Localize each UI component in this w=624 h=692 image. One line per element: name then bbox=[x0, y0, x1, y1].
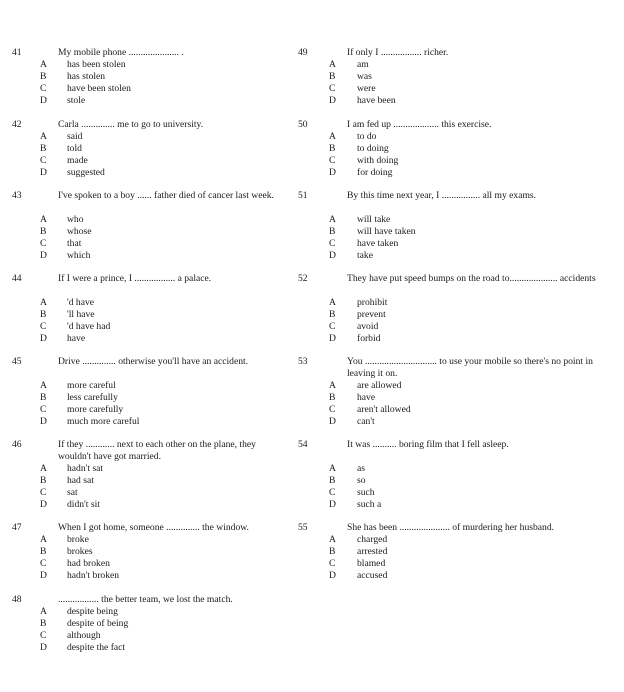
option-letter: D bbox=[329, 499, 336, 510]
option-text: had sat bbox=[67, 475, 94, 486]
option-letter: C bbox=[329, 238, 336, 249]
option-text: that bbox=[67, 238, 82, 249]
option-text: will take bbox=[357, 214, 391, 225]
option-text: despite being bbox=[67, 606, 118, 617]
option-text: has been stolen bbox=[67, 59, 126, 70]
option-text: such a bbox=[357, 499, 382, 510]
question-stem: You .............................. to use your mobile so there's no point in leaving it on. bbox=[347, 356, 593, 379]
option-letter: D bbox=[329, 333, 336, 344]
option-text: more carefully bbox=[67, 404, 124, 415]
option-letter: C bbox=[40, 487, 47, 498]
option-text: as bbox=[357, 463, 365, 474]
option-letter: D bbox=[329, 95, 336, 106]
option-letter: D bbox=[329, 416, 336, 427]
question-number: 41 bbox=[12, 47, 22, 58]
option-letter: D bbox=[40, 250, 47, 261]
option-text: told bbox=[67, 143, 82, 154]
question-number: 51 bbox=[298, 190, 308, 201]
option-text: stole bbox=[67, 95, 86, 106]
option-text: said bbox=[67, 131, 83, 142]
option-text: will have taken bbox=[357, 226, 416, 237]
option-letter: C bbox=[329, 83, 336, 94]
option-text: forbid bbox=[357, 333, 381, 344]
option-text: for doing bbox=[357, 167, 393, 178]
option-text: were bbox=[357, 83, 376, 94]
option-letter: A bbox=[329, 131, 336, 142]
option-text: with doing bbox=[357, 155, 399, 166]
option-text: had broken bbox=[67, 558, 110, 569]
option-letter: B bbox=[329, 71, 336, 82]
option-letter: C bbox=[329, 155, 336, 166]
option-letter: A bbox=[40, 463, 47, 474]
option-text: arrested bbox=[357, 546, 388, 557]
question-stem: They have put speed bumps on the road to.................... accidents bbox=[347, 273, 596, 284]
option-text: charged bbox=[357, 534, 388, 545]
option-text: prevent bbox=[357, 309, 386, 320]
option-letter: A bbox=[40, 131, 47, 142]
option-text: blamed bbox=[357, 558, 386, 569]
option-text: are allowed bbox=[357, 380, 402, 391]
option-letter: C bbox=[40, 558, 47, 569]
question-stem: If they ............ next to each other on the plane, they wouldn't have got married. bbox=[58, 439, 256, 462]
question-stem: My mobile phone ..................... . bbox=[58, 47, 184, 58]
question-stem: ................. the better team, we lost the match. bbox=[58, 594, 233, 605]
option-letter: C bbox=[40, 83, 47, 94]
question-stem: Drive .............. otherwise you'll have an accident. bbox=[58, 356, 249, 367]
option-letter: A bbox=[40, 380, 47, 391]
question-number: 44 bbox=[12, 273, 22, 284]
option-text: much more careful bbox=[67, 416, 140, 427]
option-letter: B bbox=[40, 546, 47, 557]
option-letter: A bbox=[40, 297, 47, 308]
option-letter: B bbox=[40, 143, 47, 154]
question-stem: Carla .............. me to go to university. bbox=[58, 119, 204, 130]
option-letter: D bbox=[40, 333, 47, 344]
option-text: which bbox=[67, 250, 91, 261]
option-letter: B bbox=[329, 309, 336, 320]
option-letter: A bbox=[40, 214, 47, 225]
question-number: 46 bbox=[12, 439, 22, 450]
option-letter: A bbox=[329, 59, 336, 70]
option-letter: D bbox=[40, 167, 47, 178]
option-text: has stolen bbox=[67, 71, 106, 82]
option-text: less carefully bbox=[67, 392, 118, 403]
question-number: 49 bbox=[298, 47, 308, 58]
option-letter: A bbox=[329, 534, 336, 545]
option-text: am bbox=[357, 59, 369, 70]
option-letter: A bbox=[40, 534, 47, 545]
option-letter: B bbox=[40, 475, 47, 486]
option-text: despite the fact bbox=[67, 642, 126, 653]
option-letter: D bbox=[40, 416, 47, 427]
question-number: 43 bbox=[12, 190, 22, 201]
question-stem: When I got home, someone .............. the window. bbox=[58, 522, 249, 533]
option-text: so bbox=[357, 475, 366, 486]
question-number: 48 bbox=[12, 594, 22, 605]
option-text: more careful bbox=[67, 380, 116, 391]
option-letter: D bbox=[40, 642, 47, 653]
option-letter: C bbox=[329, 487, 336, 498]
option-text: can't bbox=[357, 416, 375, 427]
option-text: have bbox=[357, 392, 376, 403]
question-stem: By this time next year, I ................ all my exams. bbox=[347, 190, 537, 201]
option-text: whose bbox=[67, 226, 92, 237]
option-letter: A bbox=[40, 59, 47, 70]
option-text: to do bbox=[357, 131, 377, 142]
option-text: aren't allowed bbox=[357, 404, 411, 415]
question-stem: I've spoken to a boy ...... father died of cancer last week. bbox=[58, 190, 274, 201]
option-letter: B bbox=[40, 618, 47, 629]
question-stem: If I were a prince, I ................. a palace. bbox=[58, 273, 212, 284]
option-letter: B bbox=[329, 475, 336, 486]
option-letter: C bbox=[40, 630, 47, 641]
option-letter: B bbox=[40, 71, 47, 82]
option-letter: A bbox=[329, 214, 336, 225]
option-text: prohibit bbox=[357, 297, 388, 308]
option-letter: D bbox=[329, 167, 336, 178]
option-letter: C bbox=[40, 238, 47, 249]
option-letter: B bbox=[329, 546, 336, 557]
option-text: 'd have bbox=[67, 297, 95, 308]
option-text: avoid bbox=[357, 321, 379, 332]
option-text: have been bbox=[357, 95, 396, 106]
option-text: such bbox=[357, 487, 375, 498]
question-stem: She has been ..................... of murdering her husband. bbox=[347, 522, 555, 533]
option-text: was bbox=[357, 71, 372, 82]
option-text: although bbox=[67, 630, 101, 641]
question-number: 50 bbox=[298, 119, 308, 130]
option-text: despite of being bbox=[67, 618, 129, 629]
question-stem: If only I ................. richer. bbox=[347, 47, 449, 58]
question-number: 54 bbox=[298, 439, 308, 450]
option-text: accused bbox=[357, 570, 388, 581]
question-number: 53 bbox=[298, 356, 308, 367]
option-letter: A bbox=[40, 606, 47, 617]
option-text: sat bbox=[67, 487, 78, 498]
option-text: take bbox=[357, 250, 373, 261]
option-letter: B bbox=[40, 309, 47, 320]
option-text: suggested bbox=[67, 167, 105, 178]
option-letter: B bbox=[329, 226, 336, 237]
option-text: made bbox=[67, 155, 88, 166]
option-text: hadn't sat bbox=[67, 463, 104, 474]
option-letter: B bbox=[40, 392, 47, 403]
option-letter: D bbox=[329, 570, 336, 581]
option-text: to doing bbox=[357, 143, 389, 154]
option-text: hadn't broken bbox=[67, 570, 120, 581]
option-text: broke bbox=[67, 534, 89, 545]
question-stem: It was .......... boring film that I fell asleep. bbox=[347, 439, 509, 450]
option-text: have taken bbox=[357, 238, 399, 249]
question-number: 55 bbox=[298, 522, 308, 533]
question-number: 45 bbox=[12, 356, 22, 367]
option-letter: D bbox=[40, 499, 47, 510]
option-letter: C bbox=[329, 321, 336, 332]
option-text: 'd have had bbox=[67, 321, 111, 332]
option-letter: D bbox=[329, 250, 336, 261]
option-letter: B bbox=[40, 226, 47, 237]
option-text: 'll have bbox=[67, 309, 95, 320]
option-letter: A bbox=[329, 463, 336, 474]
option-letter: C bbox=[329, 404, 336, 415]
option-letter: B bbox=[329, 143, 336, 154]
option-letter: C bbox=[40, 155, 47, 166]
option-letter: C bbox=[329, 558, 336, 569]
option-letter: D bbox=[40, 570, 47, 581]
option-letter: C bbox=[40, 321, 47, 332]
question-number: 47 bbox=[12, 522, 22, 533]
question-number: 52 bbox=[298, 273, 308, 284]
option-letter: C bbox=[40, 404, 47, 415]
option-text: have bbox=[67, 333, 86, 344]
option-letter: A bbox=[329, 380, 336, 391]
question-stem: I am fed up ................... this exercise. bbox=[347, 119, 492, 130]
question-number: 42 bbox=[12, 119, 22, 130]
option-letter: D bbox=[40, 95, 47, 106]
option-text: have been stolen bbox=[67, 83, 131, 94]
option-text: didn't sit bbox=[67, 499, 100, 510]
option-text: who bbox=[67, 214, 84, 225]
option-text: brokes bbox=[67, 546, 93, 557]
option-letter: B bbox=[329, 392, 336, 403]
option-letter: A bbox=[329, 297, 336, 308]
